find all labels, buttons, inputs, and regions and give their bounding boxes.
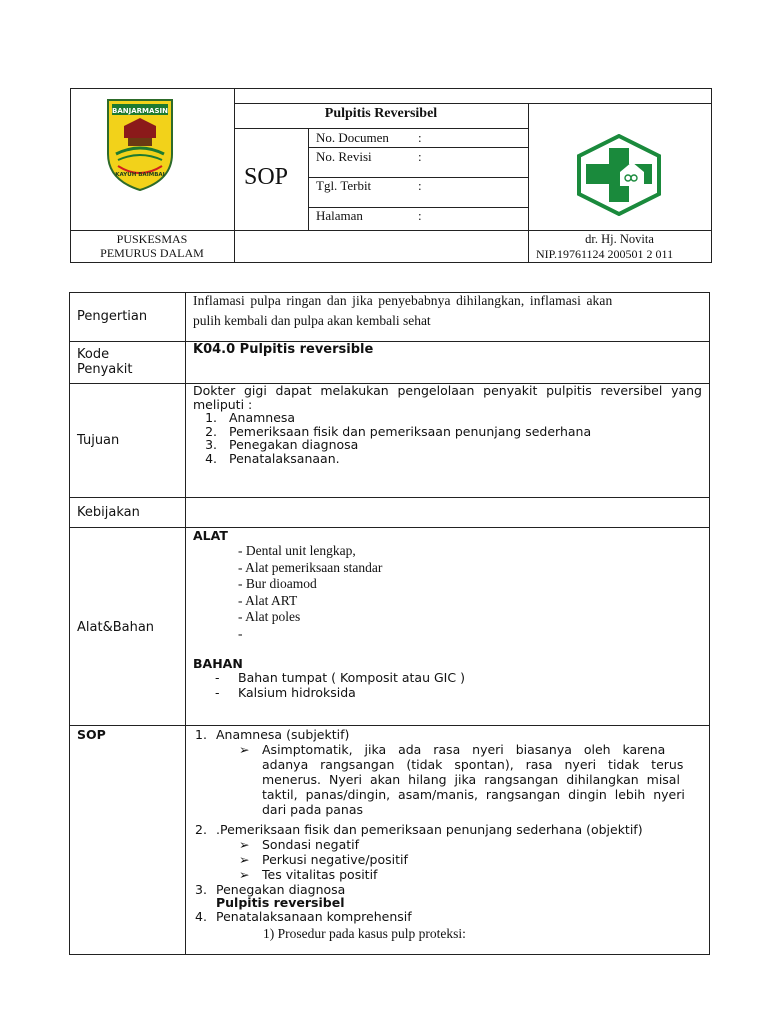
- bahan-heading: BAHAN: [193, 656, 243, 671]
- svg-text:BANJARMASIN: BANJARMASIN: [112, 107, 168, 115]
- bahan-dash: -: [215, 670, 220, 685]
- page-label: Halaman: [316, 208, 363, 223]
- row-label-tujuan: Tujuan: [77, 433, 120, 448]
- row-label-kode-line2: Penyakit: [77, 362, 133, 377]
- bahan-item: Bahan tumpat ( Komposit atau GIC ): [238, 670, 465, 685]
- pengertian-text-line2: pulih kembali dan pulpa akan kembali sehat: [193, 313, 431, 328]
- issue-date-label: Tgl. Terbit: [316, 178, 372, 193]
- list-item: 2. Pemeriksaan fisik dan pemeriksaan penunjang sederhana: [221, 425, 702, 439]
- sop-item-number: 2.: [195, 822, 207, 837]
- arrow-bullet-icon: ➢: [239, 867, 250, 882]
- tujuan-list: [193, 411, 702, 465]
- sop-item-diagnosa: Penegakan diagnosa: [216, 882, 346, 897]
- list-item: 4. Penatalaksanaan.: [221, 452, 702, 466]
- arrow-bullet-icon: ➢: [239, 852, 250, 867]
- list-item: - Alat pemeriksaan standar: [238, 559, 383, 575]
- svg-text:KAYUH BAIMBAI: KAYUH BAIMBAI: [115, 172, 165, 178]
- row-label-kebijakan: Kebijakan: [77, 505, 140, 520]
- bahan-dash: -: [215, 685, 220, 700]
- page-sep: :: [418, 208, 422, 223]
- list-item: 1. Anamnesa: [221, 411, 702, 425]
- list-item: - Alat ART: [238, 592, 298, 608]
- sop-item-anamnesa: Anamnesa (subjektif): [216, 727, 350, 742]
- description-line: menerus. Nyeri akan hilang jika rangsangan dihilangkan misal: [262, 772, 680, 787]
- arrow-bullet-icon: ➢: [239, 742, 250, 757]
- sop-label: SOP: [244, 164, 289, 190]
- sop-item-number: 4.: [195, 909, 207, 924]
- alat-heading: ALAT: [193, 528, 228, 543]
- sop-item-penatalaksanaan: Penatalaksanaan komprehensif: [216, 909, 412, 924]
- list-item: -: [238, 625, 243, 641]
- sop-item-number: 3.: [195, 882, 207, 897]
- arrow-bullet-icon: ➢: [239, 837, 250, 852]
- description-line: dari pada panas: [262, 802, 364, 817]
- anamnesa-description: [262, 742, 702, 817]
- org-name-line1: PUSKESMAS: [116, 232, 188, 246]
- bahan-item: Kalsium hidroksida: [238, 685, 356, 700]
- doc-number-label: No. Documen: [316, 130, 389, 145]
- list-item: - Alat poles: [238, 609, 301, 625]
- tujuan-intro: Dokter gigi dapat melakukan pengelolaan penyakit pulpitis reversibel yang meliputi :: [193, 383, 702, 412]
- puskesmas-logo: [576, 134, 662, 216]
- diagnosa-result: Pulpitis reversibel: [216, 895, 345, 910]
- issue-date-sep: :: [418, 178, 422, 193]
- tujuan-content: [193, 384, 702, 465]
- kode-value: K04.0 Pulpitis reversible: [193, 342, 374, 357]
- sop-title: Pulpitis Reversibel: [324, 106, 438, 121]
- sop-item-number: 1.: [195, 727, 207, 742]
- pemeriksaan-sub: Sondasi negatif: [262, 837, 360, 852]
- pemeriksaan-sub: Perkusi negative/positif: [262, 852, 408, 867]
- doc-number-sep: :: [418, 130, 422, 145]
- list-item: - Bur dioamod: [238, 576, 317, 592]
- list-item: - Dental unit lengkap,: [238, 543, 356, 558]
- pengertian-text-line1: Inflamasi pulpa ringan dan jika penyebabnya dihilangkan, inflamasi akan: [193, 293, 613, 308]
- sop-item-pemeriksaan: .Pemeriksaan fisik dan pemeriksaan penunjang sederhana (objektif): [216, 822, 643, 837]
- row-label-pengertian: Pengertian: [77, 309, 148, 324]
- row-label-sop: SOP: [77, 727, 106, 742]
- revision-label: No. Revisi: [316, 149, 372, 164]
- alat-list: [238, 543, 382, 643]
- list-item: 3. Penegakan diagnosa: [221, 438, 702, 452]
- description-line: Asimptomatik, jika ada rasa nyeri biasanya oleh karena: [262, 742, 666, 757]
- signer-name: dr. Hj. Novita: [585, 232, 654, 246]
- revision-sep: :: [418, 149, 422, 164]
- row-label-alat-bahan: Alat&Bahan: [77, 620, 155, 635]
- pemeriksaan-sub: Tes vitalitas positif: [262, 867, 378, 882]
- signer-nip: NIP.19761124 200501 2 011: [536, 247, 674, 261]
- row-label-kode-line1: Kode: [77, 347, 110, 362]
- org-name-line2: PEMURUS DALAM: [100, 246, 204, 260]
- description-line: taktil, panas/dingin, asam/manis, rangsangan dingin lebih nyeri: [262, 787, 685, 802]
- description-line: adanya rangsangan (tidak spontan), rasa nyeri tidak terus: [262, 757, 684, 772]
- penatalaksanaan-sub: 1) Prosedur pada kasus pulp proteksi:: [263, 926, 466, 941]
- banjarmasin-emblem: [104, 96, 176, 192]
